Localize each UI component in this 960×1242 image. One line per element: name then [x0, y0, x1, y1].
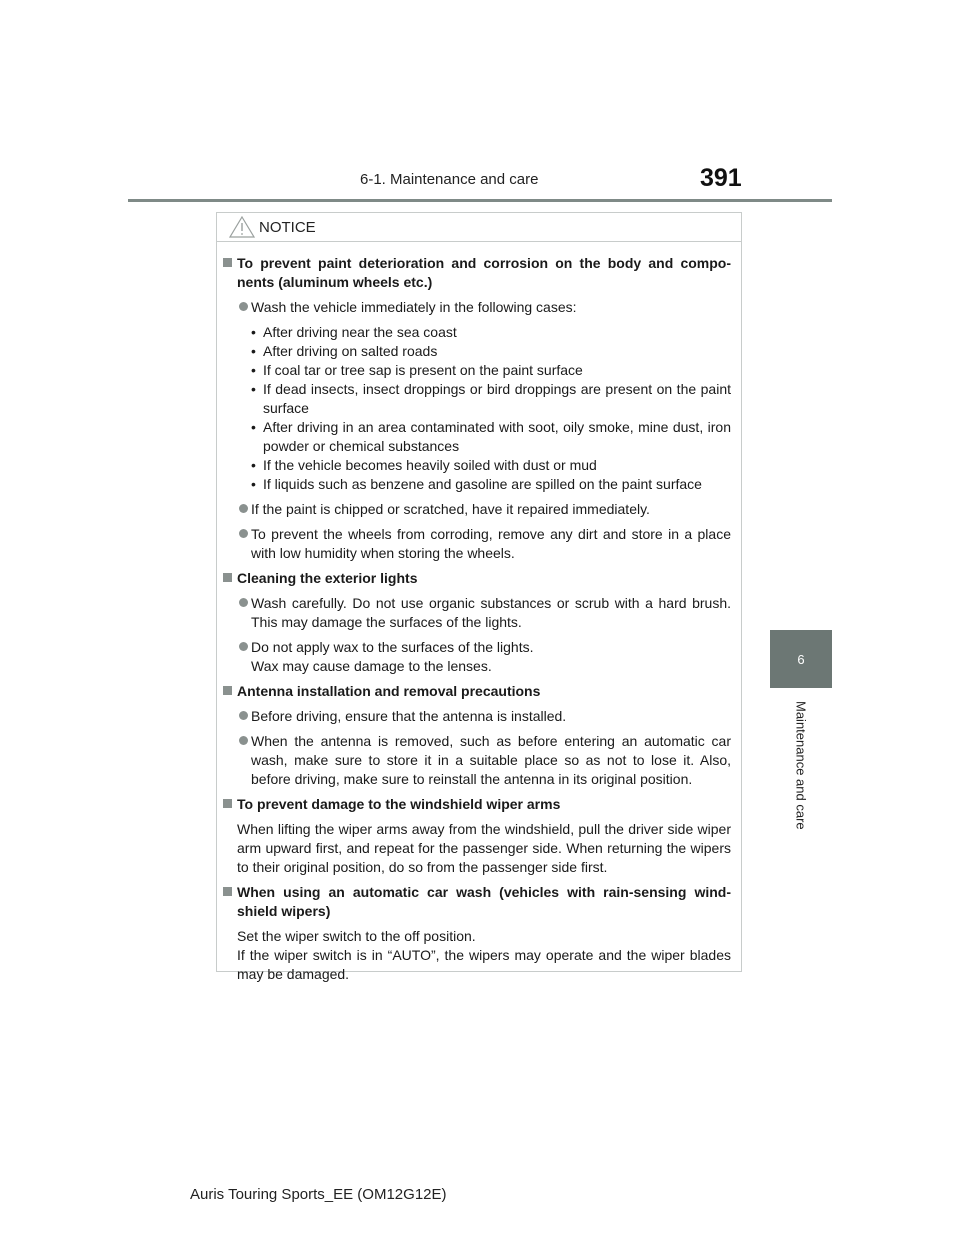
- chapter-label-container: [770, 690, 832, 840]
- square-bullet-icon: [223, 573, 232, 582]
- section-title: Cleaning the exterior lights: [237, 570, 418, 586]
- chapter-number: 6: [797, 651, 805, 667]
- notice-section: [223, 254, 731, 563]
- notice-section: [223, 569, 731, 676]
- section-title: Antenna installation and removal precautions: [237, 683, 541, 699]
- sub-item: • If the vehicle becomes heavily soiled with dust or mud: [251, 457, 597, 473]
- bullet-item: [237, 500, 731, 519]
- footer-model: Auris Touring Sports_EE (OM12G12E): [190, 1186, 447, 1203]
- notice-section: [223, 883, 731, 984]
- round-bullet-icon: [239, 642, 248, 651]
- section-paragraph: Set the wiper switch to the off position.: [237, 928, 476, 944]
- bullet-text: If the paint is chipped or scratched, have it repaired immediately.: [251, 501, 650, 517]
- sub-item: • If coal tar or tree sap is present on the paint surface: [251, 362, 583, 378]
- bullet-text: Wash the vehicle immediately in the following cases:: [251, 299, 577, 315]
- sub-item: • If liquids such as benzene and gasoline are spilled on the paint surface: [251, 476, 702, 492]
- warning-triangle-icon: [229, 216, 255, 238]
- notice-title: NOTICE: [259, 219, 316, 236]
- bullet-text: Before driving, ensure that the antenna is installed.: [251, 708, 567, 724]
- bullet-text: Do not apply wax to the surfaces of the lights.: [251, 639, 534, 655]
- bullet-item: [237, 298, 731, 317]
- bullet-text: When the antenna is removed, such as before entering an automatic car wash, make sure to store it in a suitable place so as not to lose it. Also, before driving, make sure to reinstall the antenna in its original position.: [251, 733, 731, 787]
- section-paragraph: If the wiper switch is in “AUTO”, the wipers may operate and the wiper blades may be damaged.: [237, 947, 731, 982]
- round-bullet-icon: [239, 711, 248, 720]
- sub-list: [237, 323, 731, 494]
- round-bullet-icon: [239, 736, 248, 745]
- chapter-tab: [770, 630, 832, 688]
- notice-section: [223, 795, 731, 877]
- sub-item: • If dead insects, insect droppings or bird droppings are present on the paint surface: [251, 381, 731, 416]
- notice-section: [223, 682, 731, 789]
- chapter-label: Maintenance and care: [793, 700, 809, 830]
- section-title: To prevent damage to the windshield wiper arms: [237, 796, 561, 812]
- bullet-item: [237, 594, 731, 632]
- round-bullet-icon: [239, 504, 248, 513]
- round-bullet-icon: [239, 598, 248, 607]
- sub-item: • After driving in an area contaminated with soot, oily smoke, mine dust, iron powder or chemical substances: [251, 419, 731, 454]
- bullet-item: [237, 732, 731, 789]
- page-number: 391: [700, 164, 742, 192]
- notice-body: [217, 242, 741, 984]
- round-bullet-icon: [239, 529, 248, 538]
- bullet-text: Wash carefully. Do not use organic substances or scrub with a hard brush. This may damage the surfaces of the lights.: [251, 595, 731, 630]
- bullet-item: [237, 525, 731, 563]
- bullet-text: To prevent the wheels from corroding, remove any dirt and store in a place with low humidity when storing the wheels.: [251, 526, 731, 561]
- bullet-text-continued: Wax may cause damage to the lenses.: [251, 658, 492, 674]
- square-bullet-icon: [223, 686, 232, 695]
- section-title: When using an automatic car wash (vehicles with rain-sensing wind-shield wipers): [237, 884, 731, 919]
- section-title: To prevent paint deterioration and corrosion on the body and compo-nents (aluminum wheels etc.): [237, 255, 731, 290]
- bullet-item: [237, 638, 731, 676]
- header-divider: [128, 199, 832, 202]
- notice-header: [217, 213, 741, 242]
- notice-box: [216, 212, 742, 982]
- bullet-item: [237, 707, 731, 726]
- section-heading: 6-1. Maintenance and care: [360, 171, 539, 188]
- sub-item: • After driving near the sea coast: [251, 324, 457, 340]
- square-bullet-icon: [223, 799, 232, 808]
- square-bullet-icon: [223, 887, 232, 896]
- square-bullet-icon: [223, 258, 232, 267]
- sub-item: • After driving on salted roads: [251, 343, 438, 359]
- round-bullet-icon: [239, 302, 248, 311]
- section-paragraph: When lifting the wiper arms away from the windshield, pull the driver side wiper arm upward first, and repeat for the passenger side. When returning the wipers to their original position, do so from the passenger side first.: [237, 821, 731, 875]
